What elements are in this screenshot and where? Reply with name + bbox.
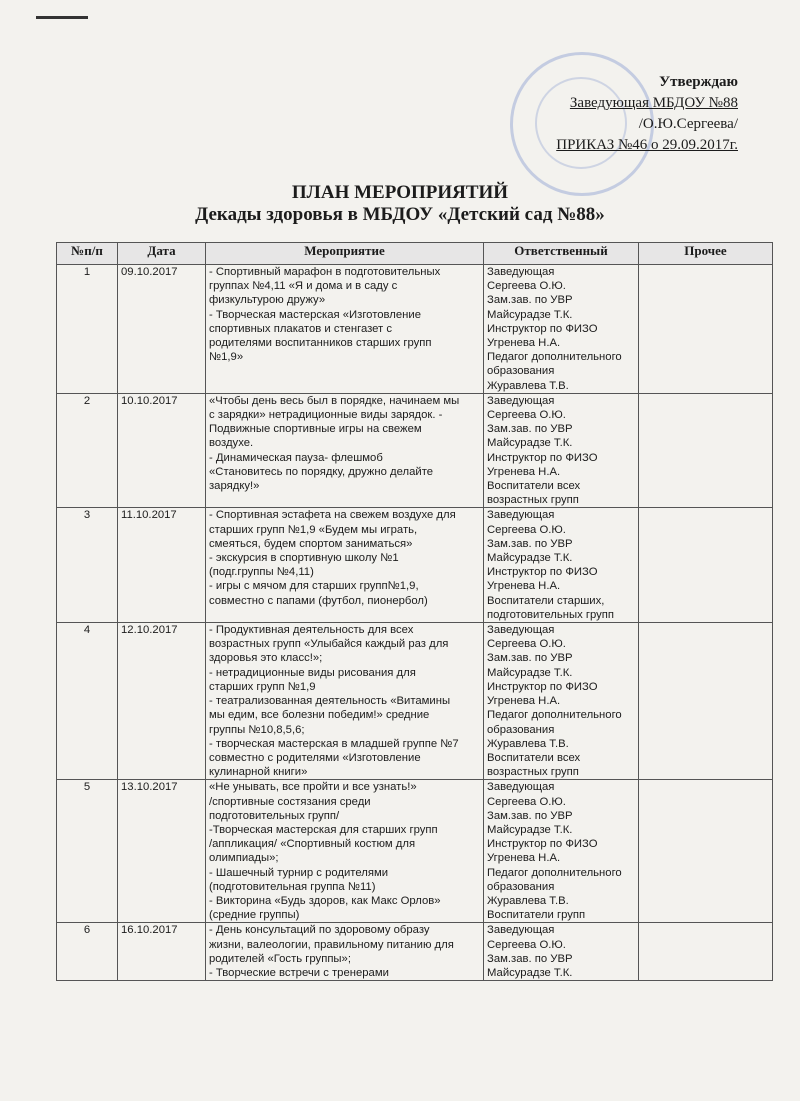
responsible-line: образования — [487, 365, 555, 378]
responsible-line: Журавлева Т.В. — [487, 379, 569, 392]
responsible-line: Зам.зав. по УВР — [487, 294, 573, 307]
event-line: - День консультаций по здоровому образу — [209, 924, 430, 937]
event-line: (средние группы) — [209, 909, 300, 922]
responsible-line: Зам.зав. по УВР — [487, 537, 573, 550]
event-line: - Творческие встречи с тренерами — [209, 966, 389, 979]
responsible-line: образования — [487, 880, 555, 893]
row-other — [639, 623, 773, 780]
responsible-line: Зам.зав. по УВР — [487, 652, 573, 665]
top-mark-line — [36, 16, 88, 19]
responsible-line: образования — [487, 723, 555, 736]
event-line: совместно с родителями «Изготовление — [209, 751, 421, 764]
responsible-line: Воспитатели всех — [487, 751, 581, 764]
responsible-line: Воспитатели групп — [487, 909, 586, 922]
event-line: (подг.группы №4,11) — [209, 566, 314, 579]
responsible-line: Воспитатели всех — [487, 480, 581, 493]
responsible-line: Инструктор по ФИЗО — [487, 680, 598, 693]
event-line: «Становитесь по порядку, дружно делайте — [209, 465, 434, 478]
event-line: старших групп №1,9 «Будем мы играть, — [209, 523, 418, 536]
event-line: группах №4,11 «Я и дома и в саду с — [209, 280, 398, 293]
row-event — [206, 780, 484, 923]
row-date: 12.10.2017 — [118, 623, 206, 780]
responsible-line: Заведующая — [487, 394, 555, 407]
event-line: (подготовительная группа №11) — [209, 880, 376, 893]
responsible-line: Заведующая — [487, 266, 555, 278]
row-number: 3 — [57, 508, 118, 623]
responsible-line: возрастных групп — [487, 494, 579, 507]
responsible-line: Педагог дополнительного — [487, 709, 622, 722]
responsible-line: Инструктор по ФИЗО — [487, 566, 598, 579]
responsible-line: Угренева Н.А. — [487, 465, 561, 478]
event-line: - экскурсия в спортивную школу №1 — [209, 552, 399, 565]
events-plan-table — [56, 242, 773, 981]
event-line: старших групп №1,9 — [209, 680, 316, 693]
event-line: - нетрадиционные виды рисования для — [209, 666, 416, 679]
header-event: Мероприятие — [206, 243, 484, 265]
responsible-line: Майсурадзе Т.К. — [487, 666, 573, 679]
approval-position: Заведующая МБДОУ №88 — [569, 95, 738, 111]
row-number: 4 — [57, 623, 118, 780]
table-header-row — [57, 243, 773, 265]
row-date: 10.10.2017 — [118, 393, 206, 508]
row-responsible — [484, 508, 639, 623]
row-event — [206, 393, 484, 508]
approval-heading: Утверждаю — [659, 74, 738, 90]
responsible-line: Майсурадзе Т.К. — [487, 437, 573, 450]
event-line: физкультурою дружу» — [209, 294, 326, 307]
event-line: здоровья это класс!»; — [209, 652, 323, 665]
event-line: «Чтобы день весь был в порядке, начинаем мы — [209, 394, 460, 407]
responsible-line: Угренева Н.А. — [487, 852, 561, 865]
event-line: группы №10,8,5,6; — [209, 723, 305, 736]
event-line: - игры с мячом для старших групп№1,9, — [209, 580, 419, 593]
row-number: 1 — [57, 265, 118, 394]
event-line: /спортивные состязания среди — [209, 795, 371, 808]
row-responsible — [484, 780, 639, 923]
table-row — [57, 923, 773, 981]
responsible-line: Угренева Н.А. — [487, 337, 561, 350]
responsible-line: Майсурадзе Т.К. — [487, 552, 573, 565]
event-line: воздухе. — [209, 437, 254, 450]
responsible-line: Майсурадзе Т.К. — [487, 823, 573, 836]
responsible-line: Педагог дополнительного — [487, 351, 622, 364]
row-other — [639, 508, 773, 623]
event-line: совместно с папами (футбол, пионербол) — [209, 594, 428, 607]
event-line: олимпиады»; — [209, 852, 279, 865]
responsible-line: Зам.зав. по УВР — [487, 423, 573, 436]
approval-block — [556, 72, 738, 156]
row-event — [206, 923, 484, 981]
title-line-1: ПЛАН МЕРОПРИЯТИЙ — [291, 182, 509, 203]
responsible-line: Сергеева О.Ю. — [487, 795, 566, 808]
row-date: 11.10.2017 — [118, 508, 206, 623]
row-responsible — [484, 265, 639, 394]
responsible-line: Сергеева О.Ю. — [487, 938, 566, 951]
responsible-line: Сергеева О.Ю. — [487, 280, 566, 293]
row-date: 09.10.2017 — [118, 265, 206, 394]
event-line: мы едим, все болезни победим!» средние — [209, 709, 430, 722]
responsible-line: Заведующая — [487, 509, 555, 522]
row-responsible — [484, 923, 639, 981]
table-row — [57, 623, 773, 780]
responsible-line: возрастных групп — [487, 766, 579, 779]
responsible-line: Сергеева О.Ю. — [487, 523, 566, 536]
table-row — [57, 508, 773, 623]
responsible-line: Майсурадзе Т.К. — [487, 966, 573, 979]
event-line: - Спортивный марафон в подготовительных — [209, 266, 441, 278]
row-date: 16.10.2017 — [118, 923, 206, 981]
table-row — [57, 393, 773, 508]
responsible-line: Инструктор по ФИЗО — [487, 322, 598, 335]
row-responsible — [484, 393, 639, 508]
header-date: Дата — [118, 243, 206, 265]
event-line: родителями воспитанников старших групп — [209, 337, 432, 350]
row-number: 6 — [57, 923, 118, 981]
table-row — [57, 780, 773, 923]
approval-signature-name: /О.Ю.Сергеева/ — [638, 116, 738, 132]
responsible-line: Педагог дополнительного — [487, 866, 622, 879]
responsible-line: Заведующая — [487, 624, 555, 637]
event-line: - творческая мастерская в младшей группе №7 — [209, 737, 459, 750]
event-line: подготовительных групп/ — [209, 809, 340, 822]
table-row — [57, 265, 773, 394]
row-event — [206, 265, 484, 394]
row-event — [206, 508, 484, 623]
event-line: зарядку!» — [209, 480, 260, 493]
responsible-line: Сергеева О.Ю. — [487, 409, 566, 422]
responsible-line: Воспитатели старших, — [487, 594, 605, 607]
event-line: с зарядки» нетрадиционные виды зарядок. - — [209, 409, 443, 422]
responsible-line: Угренева Н.А. — [487, 580, 561, 593]
event-line: смеяться, будем спортом заниматься» — [209, 537, 413, 550]
responsible-line: Журавлева Т.В. — [487, 737, 569, 750]
event-line: Подвижные спортивные игры на свежем — [209, 423, 422, 436]
event-line: - Творческая мастерская «Изготовление — [209, 308, 421, 321]
responsible-line: Зам.зав. по УВР — [487, 952, 573, 965]
event-line: - Динамическая пауза- флешмоб — [209, 451, 383, 464]
row-other — [639, 923, 773, 981]
row-number: 5 — [57, 780, 118, 923]
document-title — [0, 182, 800, 226]
row-number: 2 — [57, 393, 118, 508]
row-other — [639, 393, 773, 508]
header-other: Прочее — [639, 243, 773, 265]
row-responsible — [484, 623, 639, 780]
header-responsible: Ответственный — [484, 243, 639, 265]
event-line: кулинарной книги» — [209, 766, 308, 779]
responsible-line: Сергеева О.Ю. — [487, 638, 566, 651]
event-line: жизни, валеологии, правильному питанию для — [209, 938, 454, 951]
event-line: /аппликация/ «Спортивный костюм для — [209, 838, 416, 851]
row-event — [206, 623, 484, 780]
event-line: «Не унывать, все пройти и все узнать!» — [209, 781, 417, 794]
responsible-line: подготовительных групп — [487, 608, 615, 621]
responsible-line: Угренева Н.А. — [487, 695, 561, 708]
responsible-line: Зам.зав. по УВР — [487, 809, 573, 822]
event-line: - театрализованная деятельность «Витамины — [209, 695, 451, 708]
responsible-line: Майсурадзе Т.К. — [487, 308, 573, 321]
title-line-2: Декады здоровья в МБДОУ «Детский сад №88» — [195, 204, 605, 225]
event-line: - Спортивная эстафета на свежем воздухе для — [209, 509, 456, 522]
event-line: возрастных групп «Улыбайся каждый раз для — [209, 638, 449, 651]
event-line: - Продуктивная деятельность для всех — [209, 624, 414, 637]
event-line: - Шашечный турнир с родителями — [209, 866, 389, 879]
responsible-line: Заведующая — [487, 924, 555, 937]
event-line: родителей «Гость группы»; — [209, 952, 351, 965]
event-line: спортивных плакатов и стенгазет с — [209, 322, 393, 335]
responsible-line: Журавлева Т.В. — [487, 894, 569, 907]
event-line: №1,9» — [209, 351, 244, 364]
responsible-line: Заведующая — [487, 781, 555, 794]
responsible-line: Инструктор по ФИЗО — [487, 451, 598, 464]
row-date: 13.10.2017 — [118, 780, 206, 923]
event-line: - Викторина «Будь здоров, как Макс Орлов» — [209, 894, 441, 907]
approval-order: ПРИКАЗ №46 о 29.09.2017г. — [556, 137, 738, 153]
row-other — [639, 265, 773, 394]
row-other — [639, 780, 773, 923]
event-line: -Творческая мастерская для старших групп — [209, 823, 438, 836]
header-number: №п/п — [57, 243, 118, 265]
responsible-line: Инструктор по ФИЗО — [487, 838, 598, 851]
